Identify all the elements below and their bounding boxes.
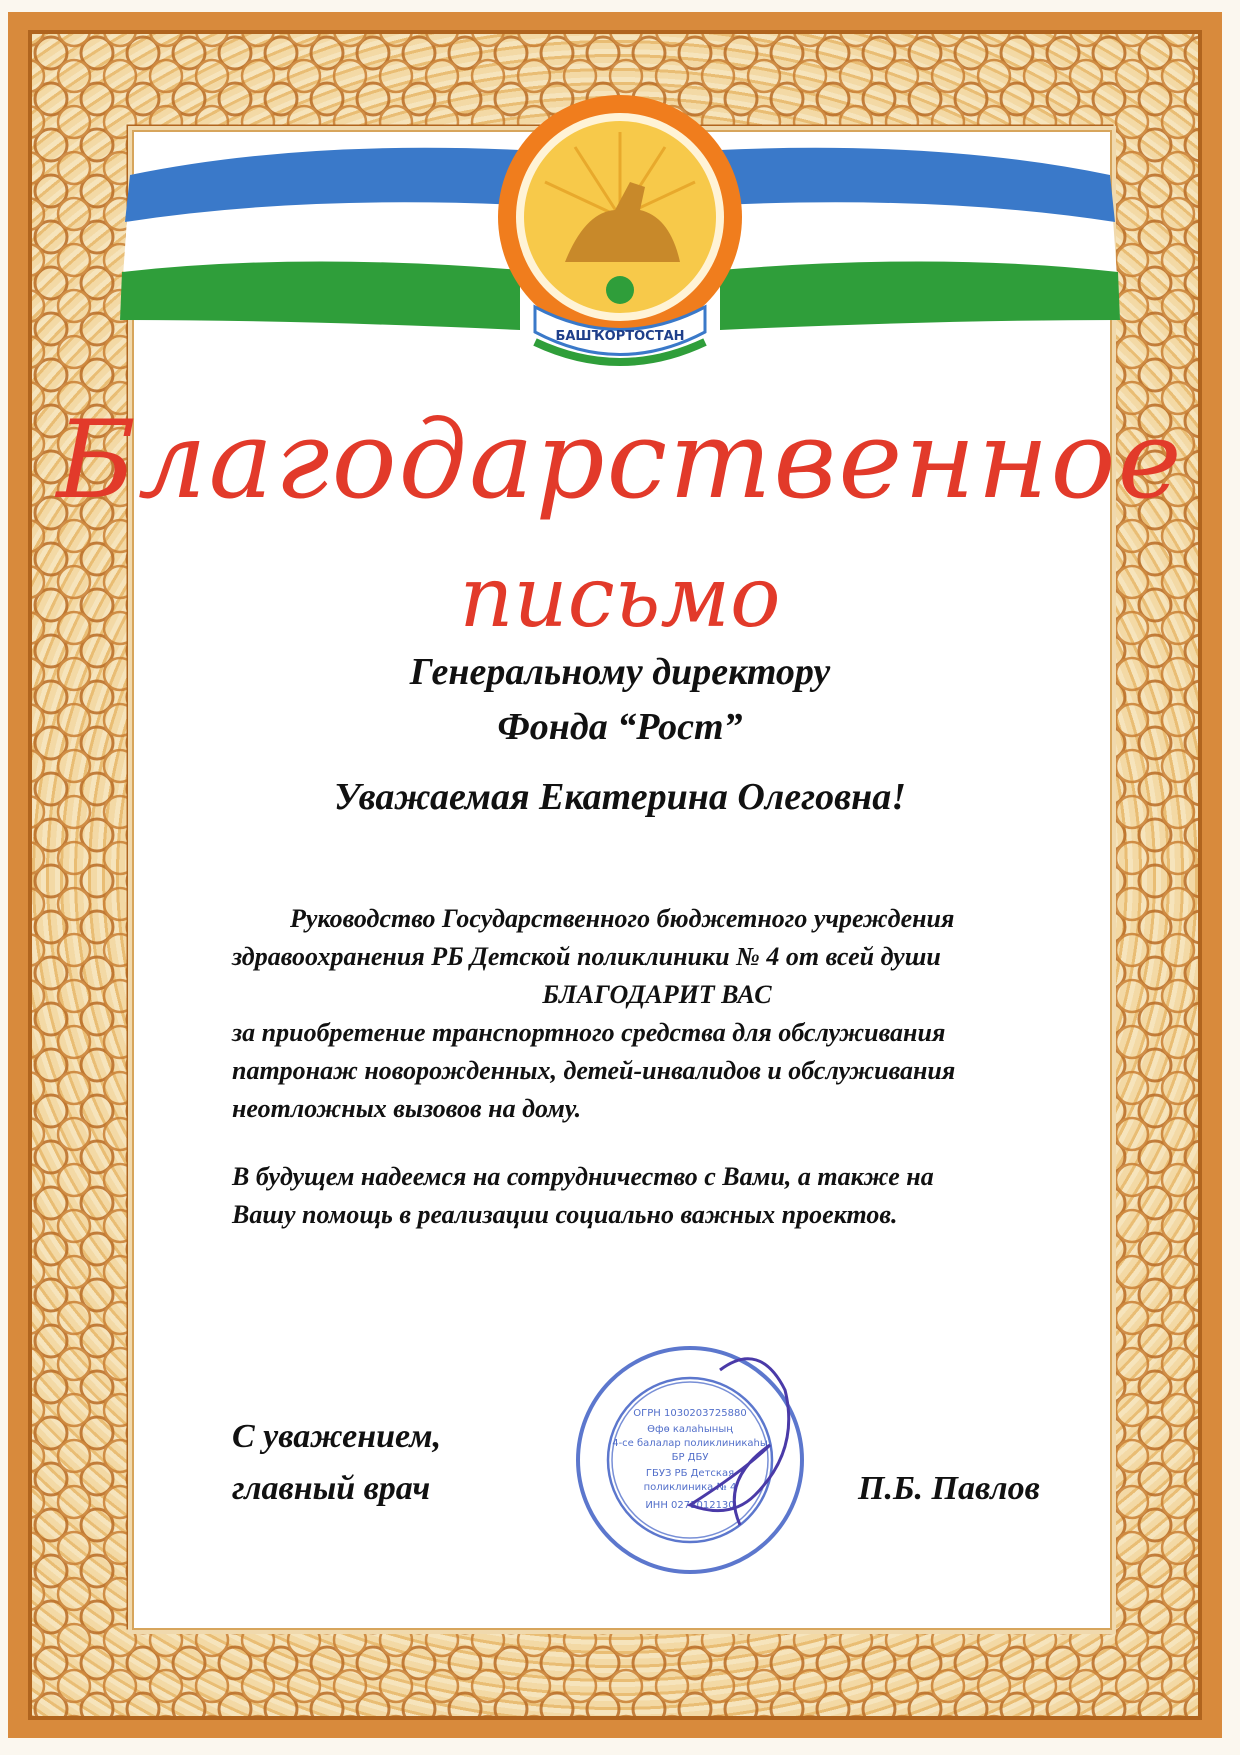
stamp-line: Өфө калаһының <box>647 1424 733 1435</box>
body-line <box>232 900 1082 938</box>
stamp-inn: ИНН 0273012130 <box>645 1500 735 1511</box>
body-line: неотложных вызовов на дому. <box>232 1094 582 1123</box>
body-line: за приобретение транспортного средства для обслуживания <box>232 1018 946 1047</box>
body-line: В будущем надеемся на сотрудничество с Вами, а также на <box>232 1162 934 1191</box>
title-line-2: письмо <box>459 548 781 646</box>
official-stamp <box>570 1330 840 1590</box>
stamp-line: БР ДБУ <box>671 1452 709 1463</box>
addressee-line-2: Фонда “Рост” <box>497 706 743 748</box>
body-line-thanks: БЛАГОДАРИТ ВАС <box>542 980 772 1009</box>
signer-role: главный врач <box>232 1470 431 1507</box>
stamp-ogrn: ОГРН 1030203725880 <box>633 1408 747 1419</box>
stamp-line: поликлиника № 4 <box>643 1482 737 1493</box>
signer-name: П.Б. Павлов <box>858 1470 1040 1507</box>
body-line: здравоохранения РБ Детской поликлиники № 4 от всей души <box>232 942 941 971</box>
emblem-caption: БАШҠОРТОСТАН <box>555 329 685 344</box>
bashkortostan-emblem <box>495 92 745 382</box>
stamp-line: ГБУЗ РБ Детская <box>645 1468 735 1479</box>
addressee-line-1: Генеральному директору <box>409 651 831 693</box>
body-paragraph-1 <box>232 900 1082 1128</box>
body-line: патронаж новорожденных, детей-инвалидов и обслуживания <box>232 1056 956 1085</box>
greeting: Уважаемая Екатерина Олеговна! <box>333 776 907 818</box>
title-line-1: Благодарственное <box>56 398 1184 523</box>
body-text: Руководство Государственного бюджетного учреждения <box>290 904 955 933</box>
closing: С уважением, <box>232 1418 442 1455</box>
body-line: Вашу помощь в реализации социально важных проектов. <box>232 1200 898 1229</box>
stamp-line: 4-се балалар поликлиникаһы <box>612 1438 768 1449</box>
body-paragraph-2 <box>232 1158 1082 1234</box>
